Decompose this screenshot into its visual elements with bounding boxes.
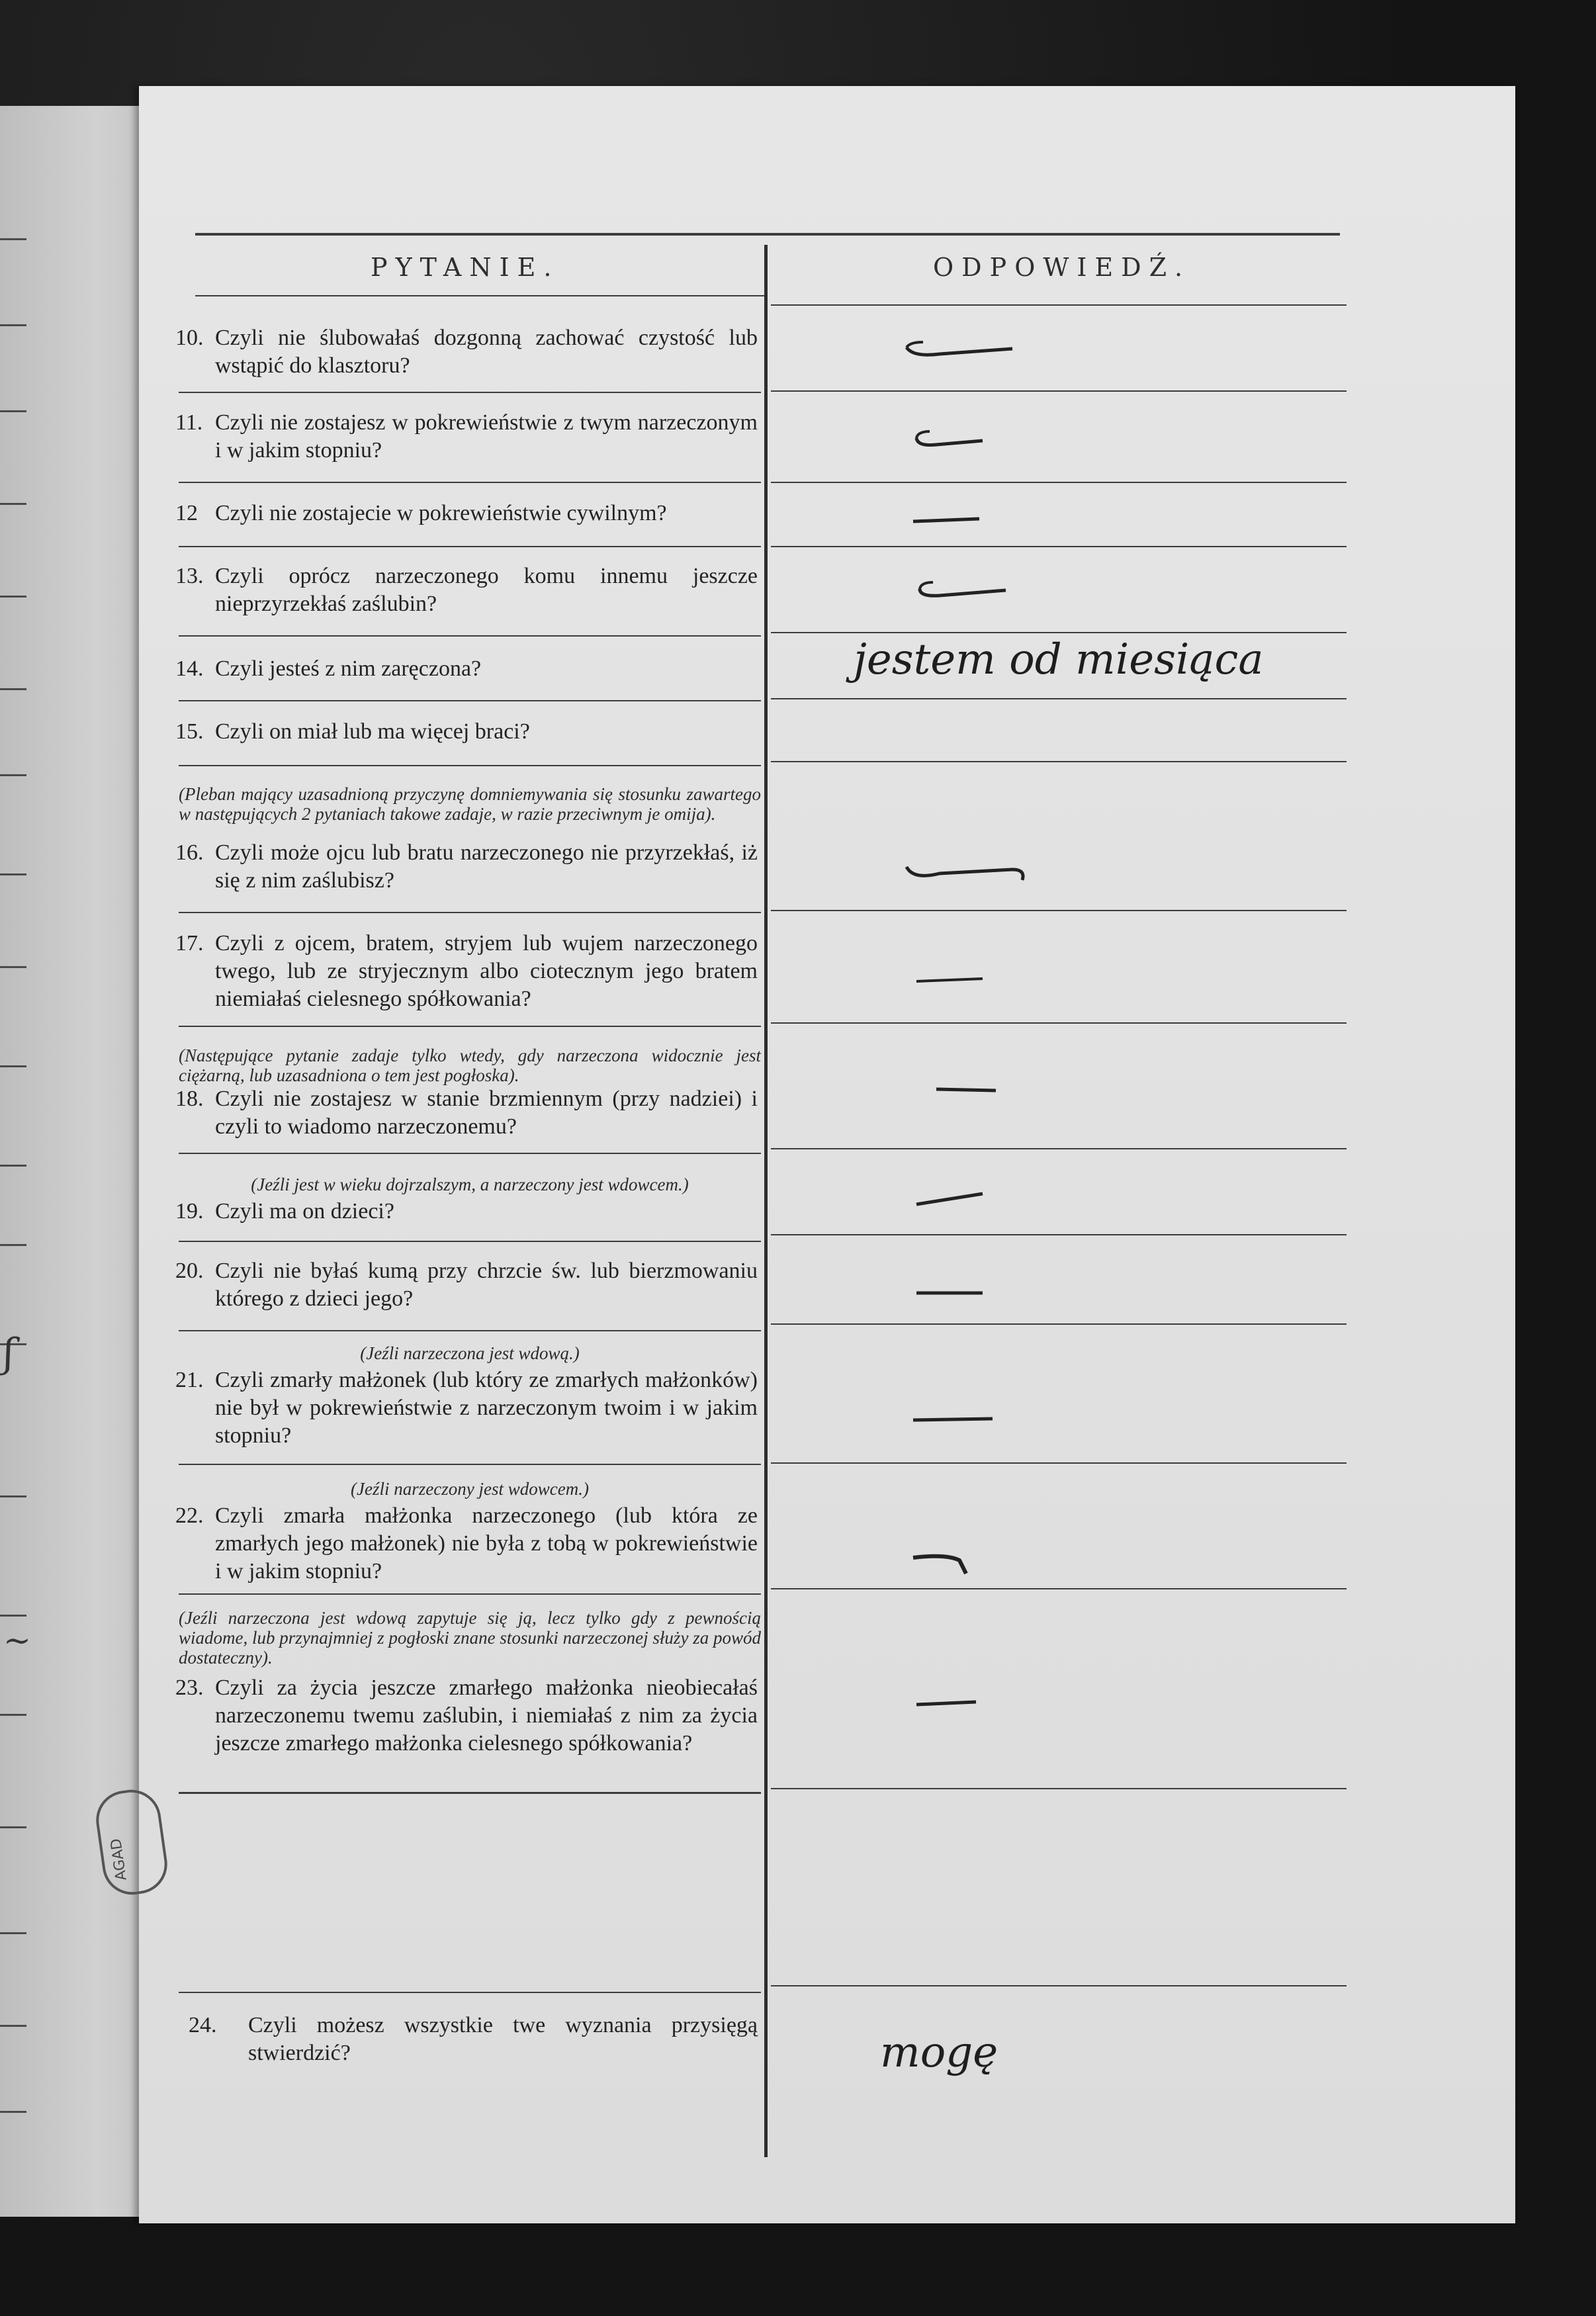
question-text: Czyli ma on dzieci? bbox=[215, 1199, 394, 1224]
top-rule bbox=[195, 233, 1340, 236]
row-rule bbox=[771, 1788, 1347, 1789]
question-24 bbox=[189, 2012, 758, 2067]
left-rule bbox=[0, 1826, 26, 1828]
question-13 bbox=[175, 562, 758, 618]
answer-dash-21 bbox=[907, 1409, 999, 1429]
answer-dash-18 bbox=[930, 1079, 1002, 1098]
left-rule bbox=[0, 596, 26, 598]
left-rule bbox=[0, 324, 26, 326]
row-rule bbox=[179, 482, 761, 483]
row-rule bbox=[179, 546, 761, 547]
row-rule bbox=[179, 392, 761, 393]
question-number: 19. bbox=[175, 1199, 204, 1224]
answer-dash-17 bbox=[910, 969, 989, 989]
left-rule bbox=[0, 1714, 26, 1716]
question-text: Czyli nie zostajecie w pokrewieństwie cywilnym? bbox=[215, 501, 667, 525]
answer-dash-12 bbox=[907, 510, 986, 529]
row-rule bbox=[771, 1234, 1347, 1235]
question-text: Czyli oprócz narzeczonego komu innemu jeszcze nieprzyrzekłaś zaślubin? bbox=[215, 564, 758, 616]
question-number: 15. bbox=[175, 719, 204, 744]
row-rule bbox=[179, 912, 761, 913]
note-19: (Jeźli jest w wieku dojrzalszym, a narzeczony jest wdowcem.) bbox=[251, 1175, 689, 1194]
note-23: (Jeźli narzeczona jest wdową zapytuje się ją, lecz tylko gdy z pewnością wiadome, lub przynajmniej z pogłoski znane stosunki narzeczonej służy za powód dostateczny). bbox=[179, 1608, 761, 1668]
row-rule bbox=[771, 482, 1347, 483]
row-rule bbox=[771, 698, 1347, 699]
header-rule bbox=[195, 295, 764, 296]
question-22 bbox=[175, 1502, 758, 1585]
question-text: Czyli nie zostajesz w pokrewieństwie z twym narzeczonym i w jakim stopniu? bbox=[215, 410, 758, 463]
answer-dash-13 bbox=[913, 576, 1012, 602]
question-text: Czyli nie byłaś kumą przy chrzcie św. lub bierzmowaniu którego z dzieci jego? bbox=[215, 1259, 758, 1311]
left-rule bbox=[0, 688, 26, 690]
note-22: (Jeźli narzeczony jest wdowcem.) bbox=[351, 1479, 589, 1499]
question-23 bbox=[175, 1674, 758, 1758]
question-text: Czyli możesz wszystkie twe wyznania przysięgą stwierdzić? bbox=[248, 2013, 758, 2065]
question-text: Czyli jesteś z nim zaręczona? bbox=[215, 656, 482, 681]
question-number: 10. bbox=[175, 326, 204, 350]
question-number: 23. bbox=[175, 1675, 204, 1700]
row-rule bbox=[179, 1593, 761, 1595]
note-18: (Następujące pytanie zadaje tylko wtedy, gdy narzeczona widocznie jest ciężarną, lub uzasadniona o tem jest pogłoska). bbox=[179, 1046, 761, 1085]
question-11 bbox=[175, 409, 758, 465]
left-rule bbox=[0, 1165, 26, 1167]
row-rule bbox=[771, 390, 1347, 392]
left-page-scribble: ʃ bbox=[3, 1330, 15, 1376]
question-number: 17. bbox=[175, 931, 204, 956]
row-rule bbox=[771, 761, 1347, 762]
answer-dash-11 bbox=[910, 423, 989, 450]
left-rule bbox=[0, 774, 26, 776]
answer-dash-20 bbox=[910, 1282, 989, 1302]
row-rule bbox=[771, 1588, 1347, 1589]
row-rule bbox=[771, 910, 1347, 911]
row-rule bbox=[179, 1464, 761, 1465]
question-number: 18. bbox=[175, 1087, 204, 1111]
row-rule bbox=[179, 635, 761, 637]
answer-dash-22 bbox=[907, 1547, 986, 1580]
row-rule bbox=[771, 1148, 1347, 1149]
question-17 bbox=[175, 930, 758, 1013]
header-question: PYTANIE. bbox=[371, 253, 560, 282]
question-21 bbox=[175, 1366, 758, 1450]
row-rule bbox=[179, 700, 761, 701]
note-16: (Pleban mający uzasadnioną przyczynę domniemywania się stosunku zawartego w następujących 2 pytaniach takowe zadaje, w razie przeciwnym je omija). bbox=[179, 784, 761, 824]
left-rule bbox=[0, 2111, 26, 2113]
answer-24: mogę bbox=[880, 2028, 998, 2077]
question-text: Czyli nie ślubowałaś dozgonną zachować czystość lub wstąpić do klasztoru? bbox=[215, 326, 758, 378]
stamp-label: AGAD bbox=[108, 1837, 130, 1882]
row-rule bbox=[771, 632, 1347, 633]
header-answer: ODPOWIEDŹ. bbox=[933, 253, 1191, 282]
left-rule bbox=[0, 410, 26, 412]
column-divider bbox=[764, 245, 768, 2157]
answer-14: jestem od miesiąca bbox=[854, 635, 1264, 684]
form-page bbox=[108, 86, 1515, 2223]
question-number: 13. bbox=[175, 564, 204, 588]
row-rule bbox=[771, 1985, 1347, 1986]
question-16 bbox=[175, 839, 758, 895]
question-number: 12 bbox=[175, 501, 198, 525]
row-rule bbox=[179, 765, 761, 766]
left-page-scribble: ~ bbox=[3, 1621, 31, 1660]
question-number: 24. bbox=[189, 2013, 217, 2037]
question-number: 20. bbox=[175, 1259, 204, 1283]
left-rule bbox=[0, 503, 26, 505]
question-text: Czyli z ojcem, bratem, stryjem lub wujem narzeczonego twego, lub ze stryjecznym albo ciotecznym jego bratem niemiałaś cielesnego spółkowania? bbox=[215, 931, 758, 1011]
question-text: Czyli może ojcu lub bratu narzeczonego nie przyrzekłaś, iż się z nim zaślubisz? bbox=[215, 840, 758, 893]
header-rule bbox=[771, 304, 1347, 306]
left-rule bbox=[0, 873, 26, 875]
row-rule bbox=[179, 1992, 761, 1993]
note-21: (Jeźli narzeczona jest wdową.) bbox=[360, 1343, 580, 1363]
question-text: Czyli nie zostajesz w stanie brzmiennym (przy nadziei) i czyli to wiadomo narzeczonemu? bbox=[215, 1087, 758, 1139]
row-rule bbox=[771, 1462, 1347, 1464]
question-20 bbox=[175, 1257, 758, 1313]
row-rule bbox=[179, 1153, 761, 1154]
left-rule bbox=[0, 238, 26, 240]
question-10 bbox=[175, 324, 758, 380]
question-text: Czyli on miał lub ma więcej braci? bbox=[215, 719, 530, 744]
left-rule bbox=[0, 1932, 26, 1934]
left-page-edge bbox=[0, 106, 139, 2217]
question-number: 22. bbox=[175, 1503, 204, 1528]
row-rule bbox=[179, 1792, 761, 1794]
row-rule bbox=[179, 1026, 761, 1027]
question-number: 11. bbox=[175, 410, 203, 435]
question-18 bbox=[175, 1085, 758, 1141]
question-number: 14. bbox=[175, 656, 204, 681]
left-rule bbox=[0, 2025, 26, 2027]
answer-dash-19 bbox=[910, 1186, 989, 1212]
row-rule bbox=[179, 1241, 761, 1242]
question-12 bbox=[175, 500, 758, 527]
question-14 bbox=[175, 655, 758, 683]
left-rule bbox=[0, 966, 26, 968]
left-rule bbox=[0, 1615, 26, 1617]
row-rule bbox=[771, 1022, 1347, 1024]
left-rule bbox=[0, 1065, 26, 1067]
question-number: 16. bbox=[175, 840, 204, 865]
question-text: Czyli za życia jeszcze zmarłego małżonka nieobiecałaś narzeczonemu twemu zaślubin, i niemiałaś z nim za życia jeszcze zmarłego małżonka cielesnego spółkowania? bbox=[215, 1675, 758, 1756]
question-text: Czyli zmarły małżonek (lub który ze zmarłych małżonków) nie był w pokrewieństwie z narzeczonym twoim i w jakim stopniu? bbox=[215, 1368, 758, 1448]
row-rule bbox=[771, 1323, 1347, 1325]
row-rule bbox=[771, 546, 1347, 547]
answer-dash-10 bbox=[900, 334, 1019, 361]
question-15 bbox=[175, 718, 758, 746]
row-rule bbox=[179, 1330, 761, 1331]
question-19 bbox=[175, 1198, 758, 1225]
answer-dash-23 bbox=[910, 1693, 983, 1713]
left-rule bbox=[0, 1495, 26, 1497]
answer-dash-16 bbox=[900, 847, 1032, 887]
left-rule bbox=[0, 1244, 26, 1246]
question-number: 21. bbox=[175, 1368, 204, 1392]
question-text: Czyli zmarła małżonka narzeczonego (lub która ze zmarłych jego małżonek) nie była z tobą w pokrewieństwie i w jakim stopniu? bbox=[215, 1503, 758, 1583]
